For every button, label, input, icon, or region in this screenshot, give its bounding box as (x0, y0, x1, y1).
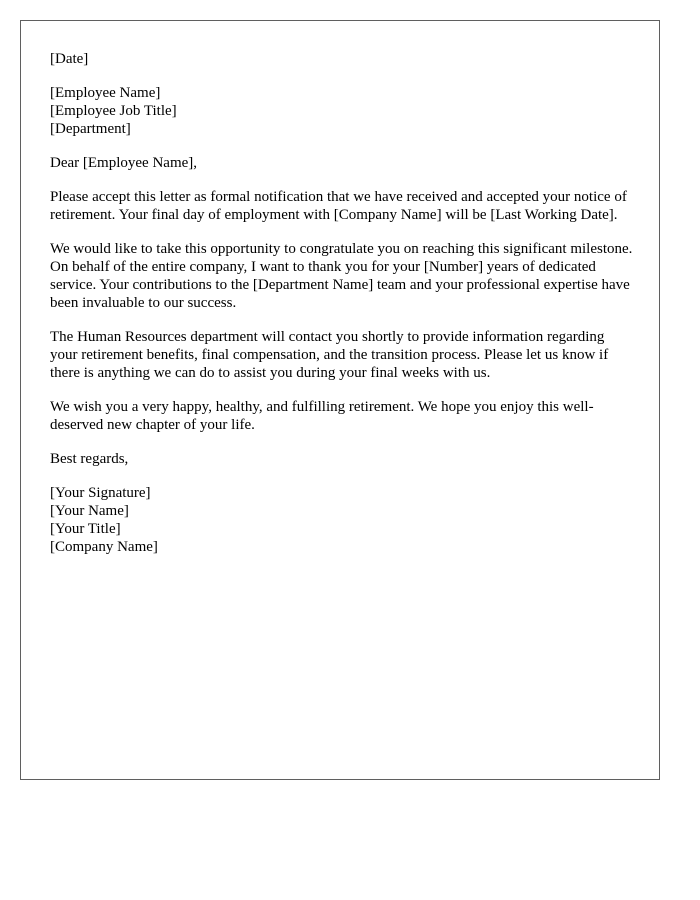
sender-name: [Your Name] (50, 503, 129, 519)
letter-date: [Date] (50, 51, 89, 67)
closing: Best regards, (50, 451, 129, 467)
closing-block (50, 450, 635, 468)
date-block (50, 50, 635, 68)
recipient-block (50, 84, 635, 138)
signature-block (50, 484, 635, 556)
recipient-job-title: [Employee Job Title] (50, 103, 177, 119)
sender-title: [Your Title] (50, 521, 121, 537)
letter-body (50, 50, 635, 572)
letter-page (20, 20, 660, 780)
signature: [Your Signature] (50, 485, 151, 501)
paragraph-well-wishes: We wish you a very happy, healthy, and fulfilling retirement. We hope you enjoy this well-deserved new chapter of your life. (50, 399, 594, 433)
recipient-department: [Department] (50, 121, 131, 137)
salutation-block (50, 154, 635, 172)
sender-company: [Company Name] (50, 539, 158, 555)
salutation: Dear [Employee Name], (50, 155, 198, 171)
paragraph-hr-contact: The Human Resources department will contact you shortly to provide information regarding your retirement benefits, final compensation, and the transition process. Please let us know if there is anything we can do to assist you during your final weeks with us. (50, 329, 609, 381)
recipient-name: [Employee Name] (50, 85, 161, 101)
paragraph-notification: Please accept this letter as formal notification that we have received and accepted your notice of retirement. Your final day of employment with [Company Name] will be [Last Working Date]. (50, 189, 627, 223)
paragraph-congratulations: We would like to take this opportunity to congratulate you on reaching this significant milestone. On behalf of the entire company, I want to thank you for your [Number] years of dedicated service. Your contributions to the [Department Name] team and your professional expertise have been invaluable to our success. (50, 241, 633, 311)
